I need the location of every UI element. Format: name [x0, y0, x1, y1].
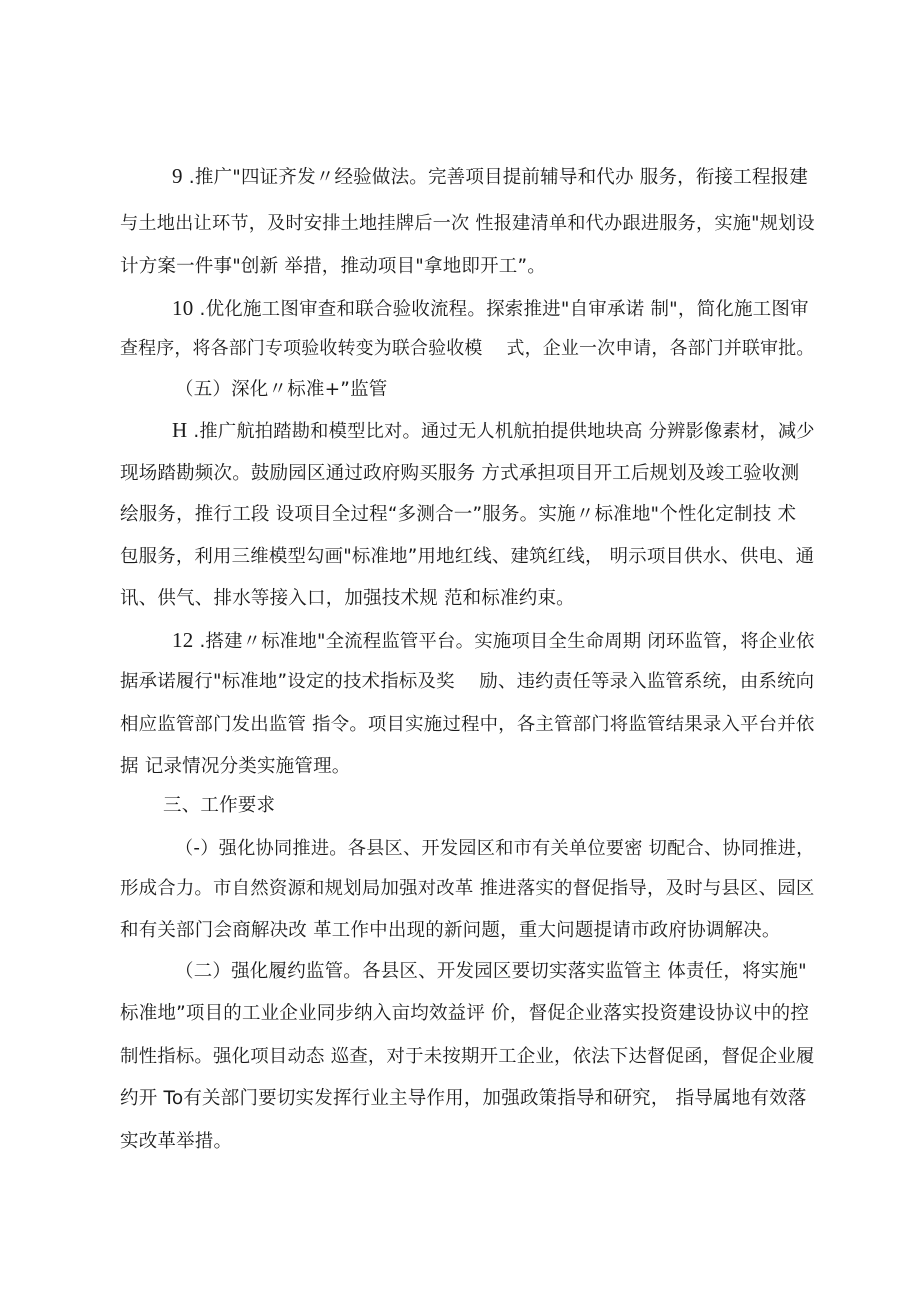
- line-text: .优化施工图审查和联合验收流程。探索推进"自审承诺 制"，简化施工图审: [193, 299, 809, 320]
- paragraph-line: 讯、供气、排水等接入口，加强技术规 范和标准约束。: [120, 588, 575, 609]
- paragraph-line: 现场踏勘频次。鼓励园区通过政府购买服务 方式承担项目开工后规划及竣工验收测: [120, 463, 800, 484]
- paragraph-line: 计方案一件事"创新 举措，推动项目"拿地即开工”。: [120, 256, 546, 277]
- paragraph-line: 据承诺履行"标准地”设定的技术指标及奖 励、违约责任等录入监管系统，由系统向: [120, 671, 815, 692]
- paragraph-line: [172, 166, 808, 188]
- section-heading: （五）深化〃标准+”监管: [175, 379, 388, 400]
- item-number: 12: [172, 628, 194, 652]
- paragraph-line: 查程序，将各部门专项验收转变为联合验收模 式，企业一次申请，各部门并联审批。: [120, 338, 815, 359]
- paragraph-line: 实改革举措。: [120, 1131, 233, 1152]
- line-text: .搭建〃标准地"全流程监管平台。实施项目全生命周期 闭环监管，将企业依: [193, 631, 815, 652]
- item-number: H: [172, 418, 188, 442]
- line-text: .推广"四证齐发〃经验做法。完善项目提前辅导和代办 服务，衔接工程报建: [182, 167, 809, 188]
- paragraph-line: 约开 To有关部门要切实发挥行业主导作用，加强政策指导和研究， 指导属地有效落: [120, 1088, 807, 1109]
- paragraph-line: 据 记录情况分类实施管理。: [120, 756, 351, 777]
- section-heading: 三、工作要求: [163, 795, 276, 816]
- paragraph-line: 标准地”项目的工业企业同步纳入亩均效益评 价，督促企业落实投资建设协议中的控: [120, 1003, 810, 1024]
- item-number: 10: [172, 296, 194, 320]
- line-text: .推广航拍踏勘和模型比对。通过无人机航拍提供地块高 分辨影像素材，减少: [187, 421, 815, 442]
- paragraph-line: 形成合力。市自然资源和规划局加强对改革 推进落实的督促指导，及时与县区、园区: [120, 878, 815, 899]
- paragraph-line: 包服务，利用三维模型勾画"标准地”用地红线、建筑红线， 明示项目供水、供电、通: [120, 546, 815, 567]
- paragraph-line: [172, 630, 815, 651]
- paragraph-line: 相应监管部门发出监管 指令。项目实施过程中，各主管部门将监管结果录入平台并依: [120, 714, 815, 735]
- paragraph-line: 与土地出让环节，及时安排土地挂牌后一次 性报建清单和代办跟进服务，实施"规划设: [120, 213, 815, 234]
- paragraph-line: （-）强化协同推进。各县区、开发园区和市有关单位要密 切配合、协同推进，: [175, 838, 815, 859]
- paragraph-line: （二）强化履约监管。各县区、开发园区要切实落实监管主 体责任，将实施": [175, 961, 807, 982]
- paragraph-line: [172, 420, 815, 441]
- paragraph-line: 绘服务，推行工段 设项目全过程“多测合一”服务。实施〃标准地"个性化定制技 术: [120, 504, 797, 525]
- paragraph-line: 和有关部门会商解决改 革工作中出现的新问题，重大问题提请市政府协调解决。: [120, 920, 781, 941]
- paragraph-line: [172, 298, 809, 320]
- item-number: 9: [172, 164, 183, 188]
- paragraph-line: 制性指标。强化项目动态 巡查，对于未按期开工企业，依法下达督促函，督促企业履: [120, 1046, 815, 1067]
